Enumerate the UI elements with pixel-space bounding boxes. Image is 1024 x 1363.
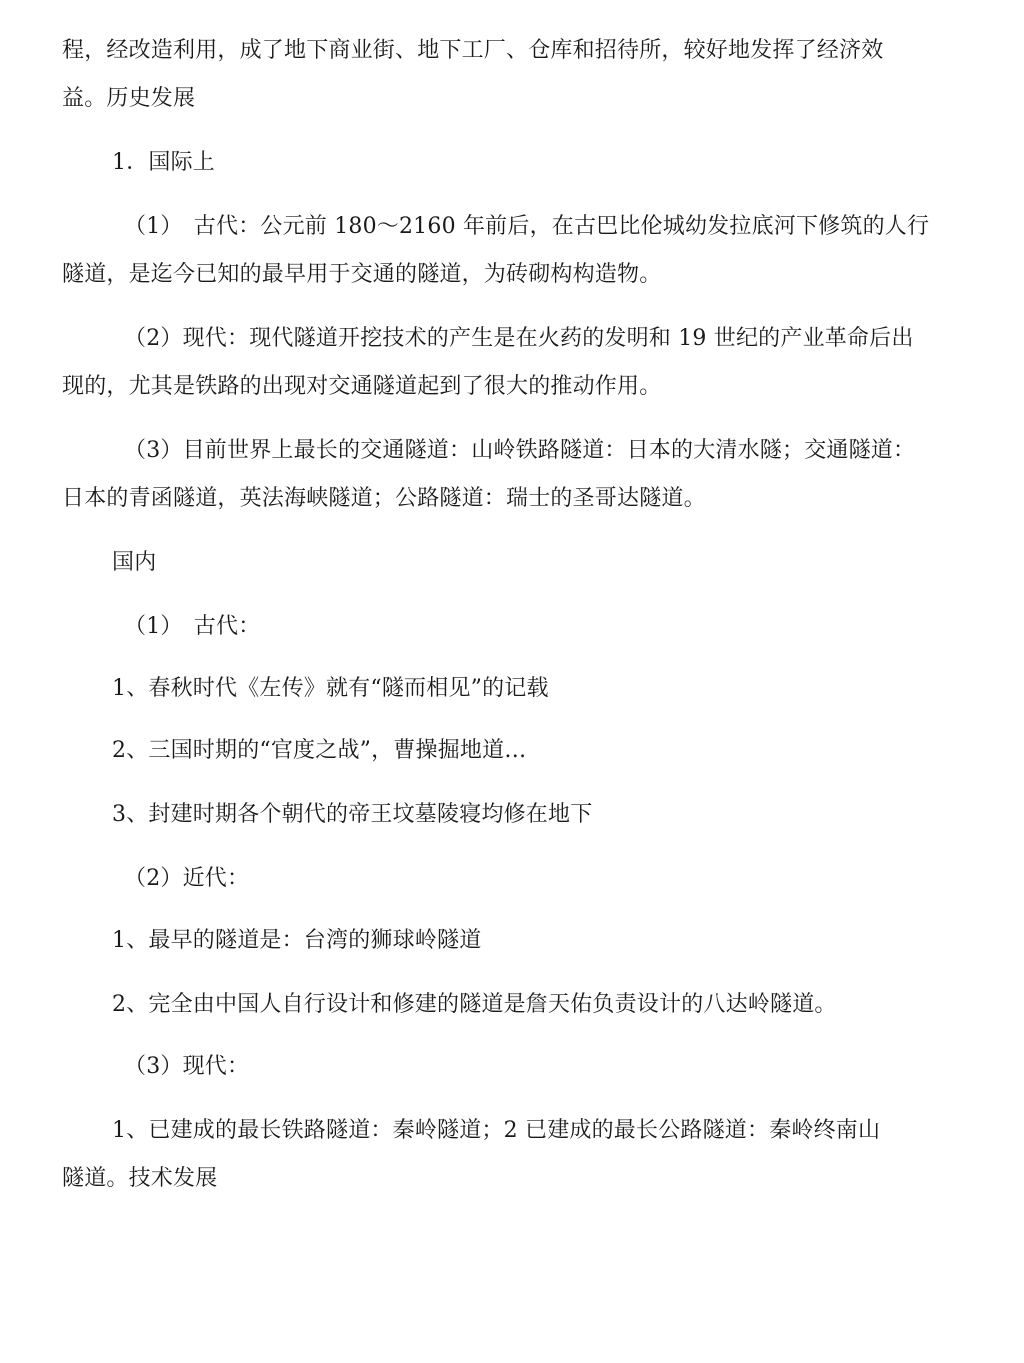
- list-item: 3、封建时期各个朝代的帝王坟墓陵寝均修在地下: [112, 802, 593, 827]
- paragraph-line: （3）目前世界上最长的交通隧道：山岭铁路隧道：日本的大清水隧；交通隧道：: [124, 438, 916, 463]
- subsection-heading: （3）现代：: [124, 1054, 250, 1079]
- list-item: 2、完全由中国人自行设计和修建的隧道是詹天佑负责设计的八达岭隧道。: [112, 992, 837, 1017]
- list-item: 1、已建成的最长铁路隧道：秦岭隧道；2 已建成的最长公路隧道：秦岭终南山: [112, 1118, 881, 1143]
- paragraph-line: 现的，尤其是铁路的出现对交通隧道起到了很大的推动作用。: [62, 374, 662, 399]
- paragraph-line: 益。历史发展: [62, 86, 196, 111]
- paragraph-line: 隧道，是迄今已知的最早用于交通的隧道，为砖砌构构造物。: [62, 262, 662, 287]
- section-heading-domestic: 国内: [112, 550, 157, 575]
- list-item: 2、三国时期的“官度之战”，曹操掘地道…: [112, 738, 527, 763]
- subsection-heading: （1） 古代：: [124, 614, 261, 639]
- paragraph-line: （2）现代：现代隧道开挖技术的产生是在火药的发明和 19 世纪的产业革命后出: [124, 326, 914, 351]
- subsection-heading: （2）近代：: [124, 866, 250, 891]
- paragraph-line: 隧道。技术发展: [62, 1166, 218, 1191]
- paragraph-line: （1） 古代：公元前 180～2160 年前后，在古巴比伦城幼发拉底河下修筑的人行: [124, 214, 930, 239]
- section-heading-international: 1．国际上: [112, 150, 215, 175]
- paragraph-line: 程，经改造利用，成了地下商业街、地下工厂、仓库和招待所，较好地发挥了经济效: [62, 38, 884, 63]
- list-item: 1、春秋时代《左传》就有“隧而相见”的记载: [112, 676, 549, 701]
- list-item: 1、最早的隧道是：台湾的狮球岭隧道: [112, 928, 482, 953]
- paragraph-line: 日本的青函隧道，英法海峡隧道；公路隧道：瑞士的圣哥达隧道。: [62, 486, 706, 511]
